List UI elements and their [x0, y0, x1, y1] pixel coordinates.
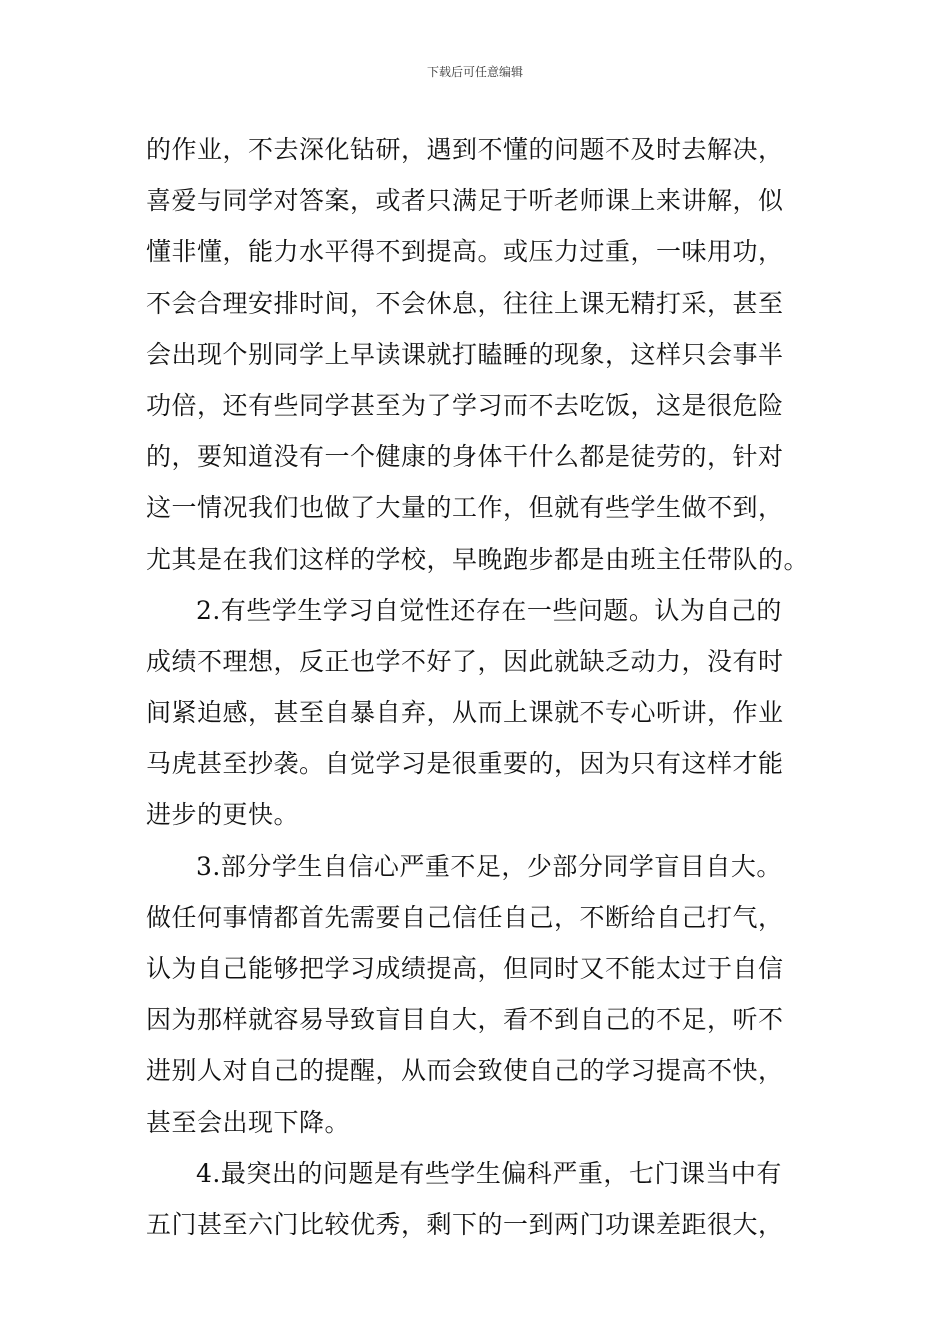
- text-line: 不会合理安排时间，不会休息，往往上课无精打采，甚至: [146, 288, 784, 318]
- text-line: 会出现个别同学上早读课就打瞌睡的现象，这样只会事半: [146, 339, 784, 369]
- text-line: 因为那样就容易导致盲目自大，看不到自己的不足，听不: [146, 1005, 784, 1035]
- text-line: 认为自己能够把学习成绩提高，但同时又不能太过于自信: [146, 954, 784, 983]
- paragraph-start-line: 4.最突出的问题是有些学生偏科严重，七门课当中有: [196, 1158, 782, 1188]
- text-line: 的作业，不去深化钻研，遇到不懂的问题不及时去解决，: [146, 135, 784, 164]
- text-line: 喜爱与同学对答案，或者只满足于听老师课上来讲解，似: [146, 186, 784, 216]
- text-line: 尤其是在我们这样的学校，早晚跑步都是由班主任带队的。: [146, 544, 810, 574]
- paragraph-start-line: 3.部分学生自信心严重不足，少部分同学盲目自大。: [196, 851, 782, 881]
- text-line: 功倍，还有些同学甚至为了学习而不去吃饭，这是很危险: [146, 390, 784, 420]
- text-line: 甚至会出现下降。: [146, 1107, 351, 1137]
- text-line: 间紧迫感，甚至自暴自弃，从而上课就不专心听讲，作业: [146, 698, 784, 728]
- text-line: 的，要知道没有一个健康的身体干什么都是徒劳的，针对: [146, 442, 784, 472]
- text-line: 做任何事情都首先需要自己信任自己，不断给自己打气，: [146, 902, 784, 932]
- text-line: 懂非懂，能力水平得不到提高。或压力过重，一味用功，: [146, 237, 784, 267]
- text-line: 马虎甚至抄袭。自觉学习是很重要的，因为只有这样才能: [146, 749, 784, 779]
- text-line: 进别人对自己的提醒，从而会致使自己的学习提高不快，: [146, 1056, 784, 1086]
- text-line: 五门甚至六门比较优秀，剩下的一到两门功课差距很大，: [146, 1209, 784, 1239]
- text-line: 进步的更快。: [146, 800, 300, 830]
- page-header: 下载后可任意编辑: [426, 65, 523, 79]
- text-line: 成绩不理想，反正也学不好了，因此就缺乏动力，没有时: [146, 646, 784, 676]
- body-text: [146, 124, 810, 1250]
- paragraph-start-line: 2.有些学生学习自觉性还存在一些问题。认为自己的: [196, 595, 782, 625]
- text-line: 这一情况我们也做了大量的工作，但就有些学生做不到，: [146, 493, 784, 523]
